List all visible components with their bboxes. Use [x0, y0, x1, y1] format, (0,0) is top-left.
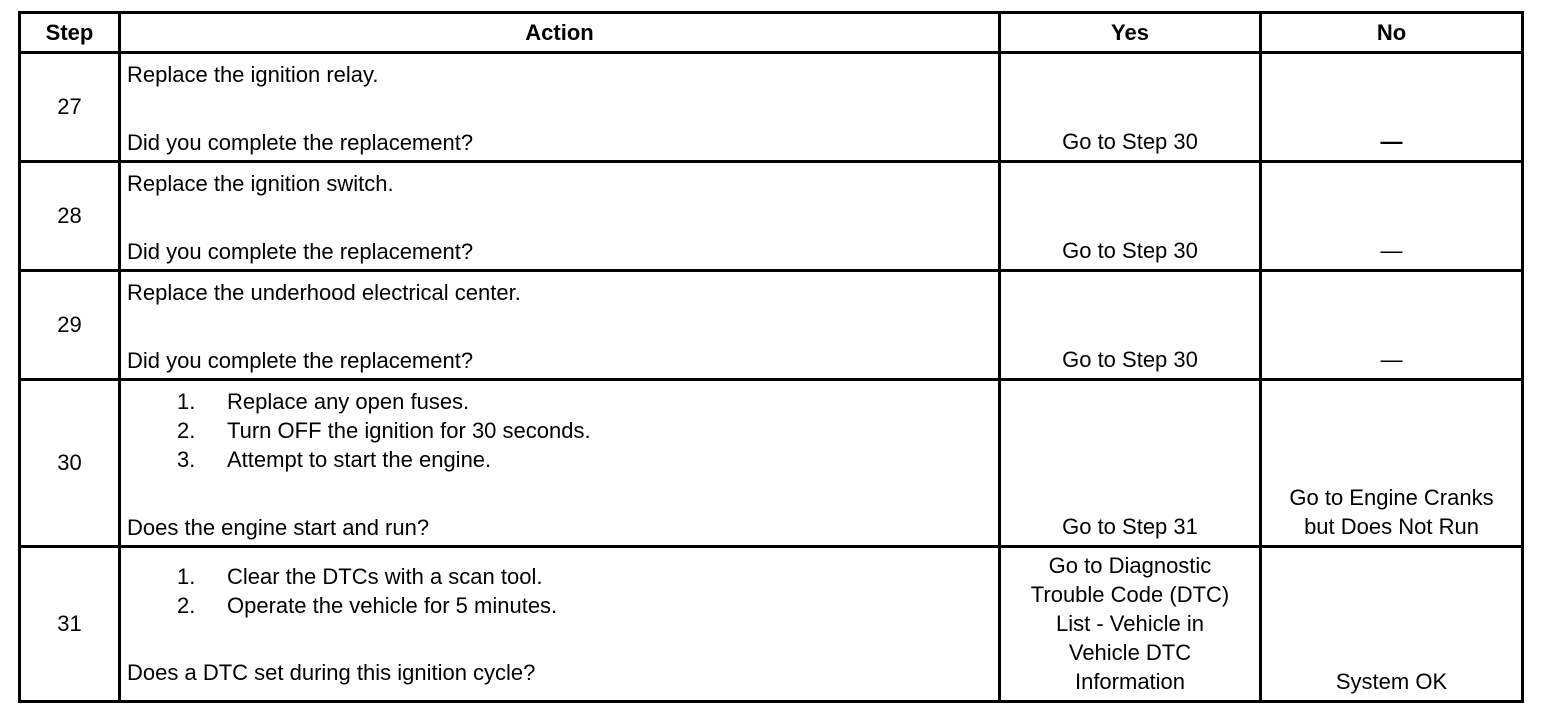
header-step: Step	[20, 13, 120, 53]
step-number: 28	[20, 162, 120, 271]
action-question: Did you complete the replacement?	[127, 239, 474, 264]
action-cell	[120, 547, 1000, 702]
no-cell	[1261, 547, 1523, 702]
header-no: No	[1261, 13, 1523, 53]
no-result: —	[1380, 347, 1403, 372]
no-result: —	[1380, 129, 1403, 154]
no-result: System OK	[1335, 669, 1448, 694]
no-cell	[1261, 380, 1523, 547]
no-cell	[1261, 53, 1523, 162]
yes-result: Go to Step 30	[1062, 347, 1198, 372]
action-question: Did you complete the replacement?	[127, 348, 474, 373]
diagnostic-table	[18, 11, 1524, 703]
header-yes: Yes	[1000, 13, 1261, 53]
yes-result: Go to Diagnostic Trouble Code (DTC) List - Vehicle in Vehicle DTC Information	[1030, 553, 1230, 694]
action-cell	[120, 162, 1000, 271]
no-cell	[1261, 162, 1523, 271]
step-number: 27	[20, 53, 120, 162]
table-row	[20, 380, 1523, 547]
action-question: Does a DTC set during this ignition cycle?	[127, 660, 536, 685]
action-question: Did you complete the replacement?	[127, 130, 474, 155]
list-item: 2. Turn OFF the ignition for 30 seconds.	[177, 418, 591, 443]
action-cell	[120, 380, 1000, 547]
table-row	[20, 547, 1523, 702]
step-number: 31	[20, 547, 120, 702]
header-row	[20, 13, 1523, 53]
no-cell	[1261, 271, 1523, 380]
yes-result: Go to Step 31	[1062, 514, 1198, 539]
yes-cell	[1000, 547, 1261, 702]
yes-cell	[1000, 380, 1261, 547]
list-item: 3. Attempt to start the engine.	[177, 447, 492, 472]
action-cell	[120, 271, 1000, 380]
action-text: Replace the ignition relay.	[127, 62, 379, 87]
step-number: 29	[20, 271, 120, 380]
table-row	[20, 162, 1523, 271]
list-item: 1. Replace any open fuses.	[177, 389, 470, 414]
header-action: Action	[120, 13, 1000, 53]
yes-cell	[1000, 162, 1261, 271]
step-number: 30	[20, 380, 120, 547]
list-item: 2. Operate the vehicle for 5 minutes.	[177, 593, 558, 618]
action-cell	[120, 53, 1000, 162]
action-steps-list	[127, 387, 990, 474]
action-text: Replace the ignition switch.	[127, 171, 394, 196]
yes-result: Go to Step 30	[1062, 238, 1198, 263]
yes-cell	[1000, 53, 1261, 162]
no-result: —	[1380, 238, 1403, 263]
yes-cell	[1000, 271, 1261, 380]
list-item: 1. Clear the DTCs with a scan tool.	[177, 564, 543, 589]
table-row	[20, 271, 1523, 380]
action-steps-list	[127, 562, 990, 620]
no-result: Go to Engine Cranks but Does Not Run	[1289, 485, 1494, 539]
action-text: Replace the underhood electrical center.	[127, 280, 521, 305]
yes-result: Go to Step 30	[1062, 129, 1198, 154]
action-question: Does the engine start and run?	[127, 515, 430, 540]
table-row	[20, 53, 1523, 162]
